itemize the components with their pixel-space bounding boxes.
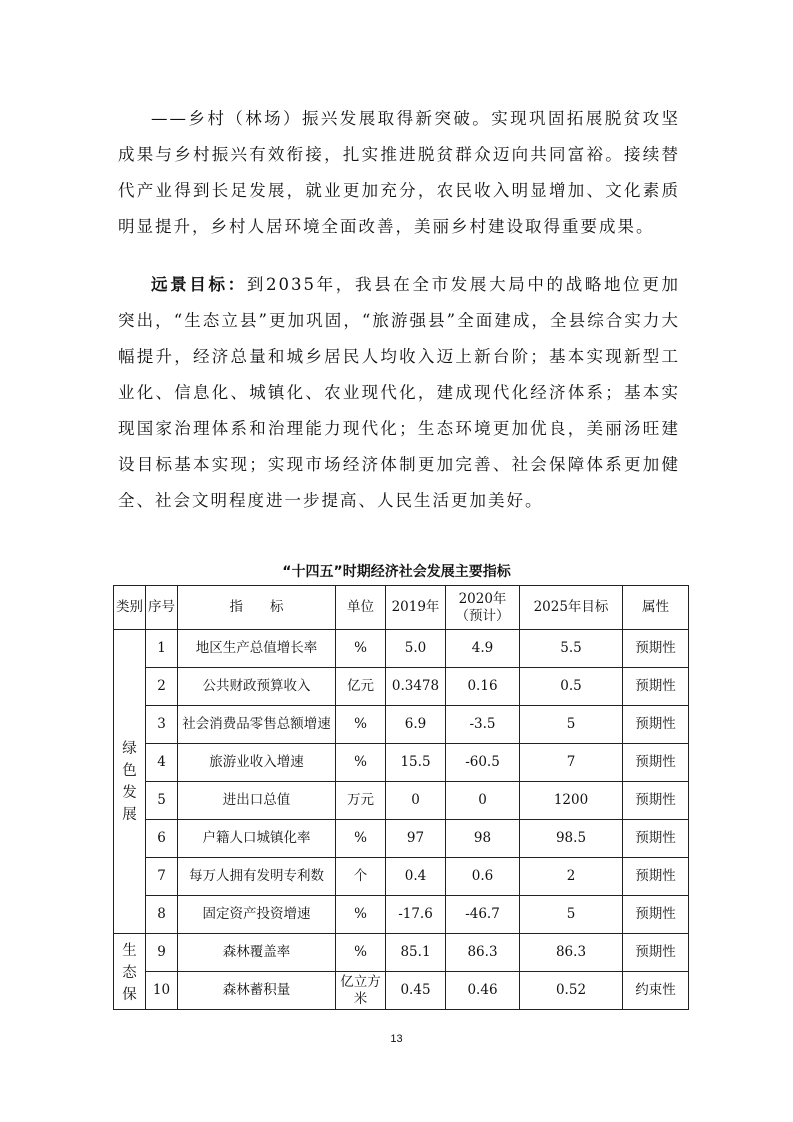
table-row: [114, 858, 689, 896]
cell-2019: 0.3478: [386, 668, 446, 706]
cell-2019: -17.6: [386, 896, 446, 934]
cell-attr: 约束性: [623, 972, 689, 1010]
cell-2025: 2: [520, 858, 623, 896]
cell-seq: 3: [146, 706, 178, 744]
table-caption: “十四五”时期经济社会发展主要指标: [282, 564, 511, 580]
cell-seq: 8: [146, 896, 178, 934]
category-ecological-protection: 生 态 保: [114, 934, 146, 1010]
paragraph-rural-revitalization: [118, 101, 680, 245]
cell-unit: 个: [336, 858, 386, 896]
header-unit: 单位: [336, 586, 386, 630]
cell-2020: 98: [446, 820, 520, 858]
header-seq: 序号: [146, 586, 178, 630]
cell-2019: 0.4: [386, 858, 446, 896]
cell-2025: 5.5: [520, 630, 623, 668]
cell-2020: -3.5: [446, 706, 520, 744]
cell-seq: 6: [146, 820, 178, 858]
cell-2019: 85.1: [386, 934, 446, 972]
cell-indicator: 地区生产总值增长率: [178, 630, 336, 668]
cell-seq: 4: [146, 744, 178, 782]
cell-2019: 5.0: [386, 630, 446, 668]
cell-indicator: 公共财政预算收入: [178, 668, 336, 706]
cell-seq: 5: [146, 782, 178, 820]
cell-2020: 0.6: [446, 858, 520, 896]
cell-seq: 7: [146, 858, 178, 896]
header-indicator: 指 标: [178, 586, 336, 630]
cell-2019: 0: [386, 782, 446, 820]
cell-attr: 预期性: [623, 858, 689, 896]
cell-attr: 预期性: [623, 934, 689, 972]
paragraph-long-term-goals: [118, 267, 680, 519]
cell-2025: 5: [520, 896, 623, 934]
paragraph-text: ——乡村（林场）振兴发展取得新突破。实现巩固拓展脱贫攻坚成果与乡村振兴有效衔接，扎实推进脱贫群众迈向共同富裕。接续替代产业得到长足发展，就业更加充分，农民收入明显增加、文化素质明显提升，乡村人居环境全面改善，美丽乡村建设取得重要成果。: [118, 109, 680, 236]
cell-indicator: 旅游业收入增速: [178, 744, 336, 782]
table-row: [114, 744, 689, 782]
cell-indicator: 固定资产投资增速: [178, 896, 336, 934]
cell-seq: 10: [146, 972, 178, 1010]
paragraph-lead: 远景目标：: [151, 275, 247, 294]
cell-indicator: 森林蓄积量: [178, 972, 336, 1010]
cell-2025: 0.5: [520, 668, 623, 706]
paragraph-text: 到2035年，我县在全市发展大局中的战略地位更加突出，“生态立县”更加巩固，“旅游强县”全面建成，全县综合实力大幅提升，经济总量和城乡居民人均收入迈上新台阶；基本实现新型工业化、信息化、城镇化、农业现代化，建成现代化经济体系；基本实现国家治理体系和治理能力现代化；生态环境更加优良，美丽汤旺建设目标基本实现；实现市场经济体制更加完善、社会保障体系更加健全、社会文明程度进一步提高、人民生活更加美好。: [118, 275, 681, 510]
header-attr: 属性: [623, 586, 689, 630]
cell-attr: 预期性: [623, 896, 689, 934]
cell-attr: 预期性: [623, 706, 689, 744]
cell-2020: 0.46: [446, 972, 520, 1010]
cell-attr: 预期性: [623, 820, 689, 858]
cell-unit: %: [336, 934, 386, 972]
cell-indicator: 户籍人口城镇化率: [178, 820, 336, 858]
cell-attr: 预期性: [623, 744, 689, 782]
cell-2020: 86.3: [446, 934, 520, 972]
cell-seq: 1: [146, 630, 178, 668]
table-row: [114, 896, 689, 934]
header-2020: 2020年（预计）: [446, 586, 520, 630]
cell-seq: 2: [146, 668, 178, 706]
indicator-table: [113, 585, 689, 1010]
header-category: 类别: [114, 586, 146, 630]
cell-unit: %: [336, 706, 386, 744]
cell-2025: 0.52: [520, 972, 623, 1010]
cell-unit: %: [336, 744, 386, 782]
cell-2020: 0: [446, 782, 520, 820]
cell-2025: 7: [520, 744, 623, 782]
cell-2020: -46.7: [446, 896, 520, 934]
cell-unit: 亿立方米: [336, 972, 386, 1010]
cell-attr: 预期性: [623, 782, 689, 820]
table-row: [114, 782, 689, 820]
cell-unit: 亿元: [336, 668, 386, 706]
header-2025: 2025年目标: [520, 586, 623, 630]
cell-2025: 98.5: [520, 820, 623, 858]
cell-2019: 97: [386, 820, 446, 858]
cell-seq: 9: [146, 934, 178, 972]
cell-indicator: 每万人拥有发明专利数: [178, 858, 336, 896]
cell-unit: 万元: [336, 782, 386, 820]
cell-indicator: 森林覆盖率: [178, 934, 336, 972]
table-row: [114, 934, 689, 972]
cell-unit: %: [336, 820, 386, 858]
cell-2020: -60.5: [446, 744, 520, 782]
header-2019: 2019年: [386, 586, 446, 630]
cell-2025: 86.3: [520, 934, 623, 972]
cell-2019: 0.45: [386, 972, 446, 1010]
table-row: [114, 706, 689, 744]
cell-2025: 1200: [520, 782, 623, 820]
cell-attr: 预期性: [623, 630, 689, 668]
table-row: [114, 820, 689, 858]
cell-2019: 6.9: [386, 706, 446, 744]
cell-2020: 4.9: [446, 630, 520, 668]
table-header-row: [114, 586, 689, 630]
table-row: [114, 630, 689, 668]
cell-indicator: 社会消费品零售总额增速: [178, 706, 336, 744]
page-number: 13: [390, 1033, 403, 1045]
cell-attr: 预期性: [623, 668, 689, 706]
cell-2019: 15.5: [386, 744, 446, 782]
cell-unit: %: [336, 896, 386, 934]
cell-indicator: 进出口总值: [178, 782, 336, 820]
cell-2025: 5: [520, 706, 623, 744]
cell-2020: 0.16: [446, 668, 520, 706]
table-row: [114, 972, 689, 1010]
table-row: [114, 668, 689, 706]
category-green-development: 绿 色 发 展: [114, 630, 146, 934]
cell-unit: %: [336, 630, 386, 668]
